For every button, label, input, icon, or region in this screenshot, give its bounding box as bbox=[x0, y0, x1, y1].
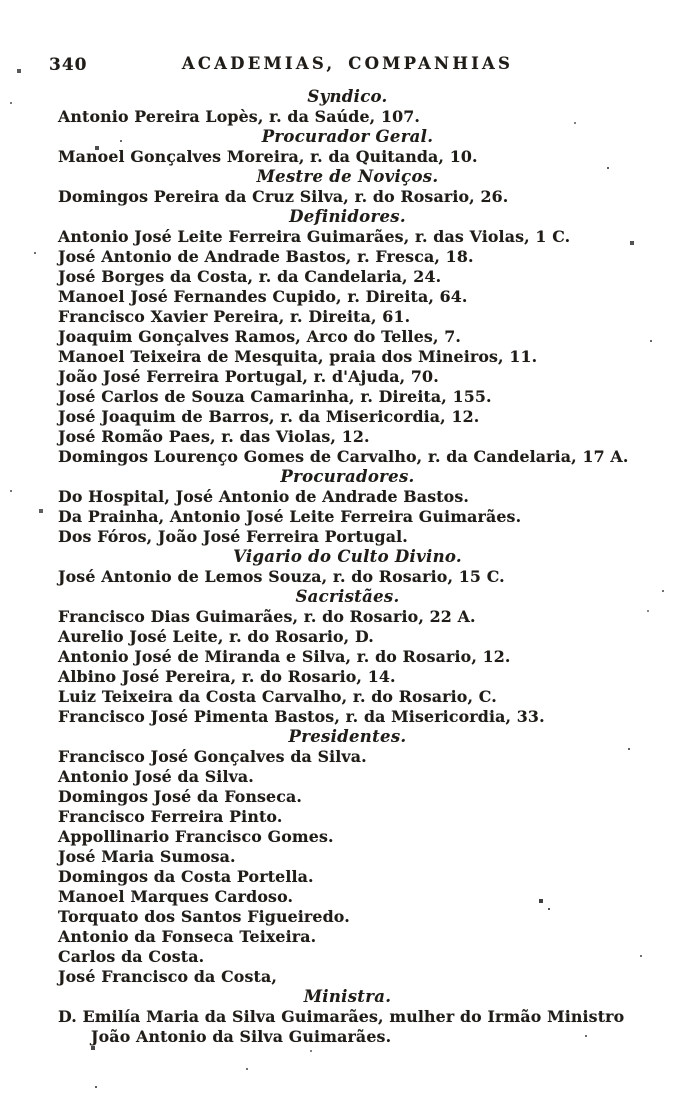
entry-line: Antonio da Fonseca Teixeira. bbox=[58, 927, 317, 946]
entry-line: Albino José Pereira, r. do Rosario, 14. bbox=[58, 667, 396, 686]
entry-line: Da Prainha, Antonio José Leite Ferreira Guimarães. bbox=[58, 507, 522, 526]
entry-line: Manoel José Fernandes Cupido, r. Direita, 64. bbox=[58, 287, 468, 306]
entry-line: Joaquim Gonçalves Ramos, Arco do Telles, 7. bbox=[58, 327, 462, 346]
section-entries bbox=[55, 567, 640, 587]
entry-line: José Joaquim de Barros, r. da Misericordia, 12. bbox=[58, 407, 480, 426]
page-masthead bbox=[49, 54, 640, 78]
entry-line: Carlos da Costa. bbox=[58, 947, 205, 966]
entry-line: João José Ferreira Portugal, r. d'Ajuda, 70. bbox=[58, 367, 439, 386]
section-heading: Syndico. bbox=[307, 87, 388, 106]
section-heading: Procuradores. bbox=[280, 467, 415, 486]
directory-section bbox=[55, 87, 640, 127]
page-title: ACADEMIAS, COMPANHIAS bbox=[181, 54, 514, 73]
entry-line: José Francisco da Costa, bbox=[58, 967, 278, 986]
section-entries bbox=[55, 107, 640, 127]
entry-line: José Borges da Costa, r. da Candelaria, 24. bbox=[58, 267, 442, 286]
section-entries bbox=[55, 227, 640, 467]
section-entries bbox=[55, 187, 640, 207]
sections bbox=[55, 87, 640, 1047]
directory-section bbox=[55, 467, 640, 547]
entry-line: Francisco José Gonçalves da Silva. bbox=[58, 747, 367, 766]
entry-line: Torquato dos Santos Figueiredo. bbox=[58, 907, 350, 926]
entry-line: José Carlos de Souza Camarinha, r. Direita, 155. bbox=[58, 387, 492, 406]
entry-line: Manoel Gonçalves Moreira, r. da Quitanda, 10. bbox=[58, 147, 478, 166]
section-heading: Sacristães. bbox=[295, 587, 400, 606]
section-entries bbox=[55, 607, 640, 727]
entry-line: Appollinario Francisco Gomes. bbox=[58, 827, 334, 846]
entry-line: José Antonio de Andrade Bastos, r. Fresca, 18. bbox=[58, 247, 474, 266]
entry-line: José Antonio de Lemos Souza, r. do Rosario, 15 C. bbox=[58, 567, 505, 586]
section-heading: Presidentes. bbox=[288, 727, 407, 746]
entry-line: Dos Fóros, João José Ferreira Portugal. bbox=[58, 527, 408, 546]
section-entries bbox=[55, 747, 640, 987]
entry-line: José Maria Sumosa. bbox=[58, 847, 236, 866]
entry-line: Francisco Dias Guimarães, r. do Rosario, 22 A. bbox=[58, 607, 476, 626]
section-heading: Ministra. bbox=[303, 987, 392, 1006]
directory-section bbox=[55, 127, 640, 167]
directory-section bbox=[55, 587, 640, 727]
entry-line: Do Hospital, José Antonio de Andrade Bastos. bbox=[58, 487, 470, 506]
entry-line: Francisco José Pimenta Bastos, r. da Misericordia, 33. bbox=[58, 707, 545, 726]
section-heading: Definidores. bbox=[289, 207, 406, 226]
entry-line: D. Emilía Maria da Silva Guimarães, mulher do Irmão Ministro João Antonio da Silva Guimarães. bbox=[58, 1007, 625, 1046]
directory-section bbox=[55, 207, 640, 467]
scanned-page bbox=[49, 54, 640, 1047]
section-heading: Mestre de Noviços. bbox=[256, 167, 439, 186]
entry-line: Antonio Pereira Lopès, r. da Saúde, 107. bbox=[58, 107, 421, 126]
entry-line: Domingos Pereira da Cruz Silva, r. do Rosario, 26. bbox=[58, 187, 509, 206]
entry-line: Luiz Teixeira da Costa Carvalho, r. do Rosario, C. bbox=[58, 687, 497, 706]
section-heading: Vigario do Culto Divino. bbox=[233, 547, 462, 566]
entry-line: José Romão Paes, r. das Violas, 12. bbox=[58, 427, 370, 446]
entry-line: Francisco Xavier Pereira, r. Direita, 61. bbox=[58, 307, 411, 326]
entry-line: Domingos da Costa Portella. bbox=[58, 867, 314, 886]
entry-line: Manoel Marques Cardoso. bbox=[58, 887, 294, 906]
entry-line: Antonio José de Miranda e Silva, r. do Rosario, 12. bbox=[58, 647, 511, 666]
scan-noise-specks bbox=[0, 0, 2, 2]
page-number: 340 bbox=[49, 55, 88, 75]
directory-section bbox=[55, 987, 640, 1047]
section-heading: Procurador Geral. bbox=[261, 127, 434, 146]
entry-line: Francisco Ferreira Pinto. bbox=[58, 807, 283, 826]
directory-section bbox=[55, 727, 640, 987]
directory-section bbox=[55, 547, 640, 587]
entry-line: Domingos José da Fonseca. bbox=[58, 787, 303, 806]
entry-line: Domingos Lourenço Gomes de Carvalho, r. da Candelaria, 17 A. bbox=[58, 447, 629, 466]
section-entries bbox=[55, 487, 640, 547]
section-entries bbox=[55, 1007, 640, 1047]
section-entries bbox=[55, 147, 640, 167]
directory-section bbox=[55, 167, 640, 207]
entry-line: Aurelio José Leite, r. do Rosario, D. bbox=[58, 627, 374, 646]
entry-line: Antonio José da Silva. bbox=[58, 767, 254, 786]
entry-line: Antonio José Leite Ferreira Guimarães, r. das Violas, 1 C. bbox=[58, 227, 571, 246]
entry-line: Manoel Teixeira de Mesquita, praia dos Mineiros, 11. bbox=[58, 347, 538, 366]
